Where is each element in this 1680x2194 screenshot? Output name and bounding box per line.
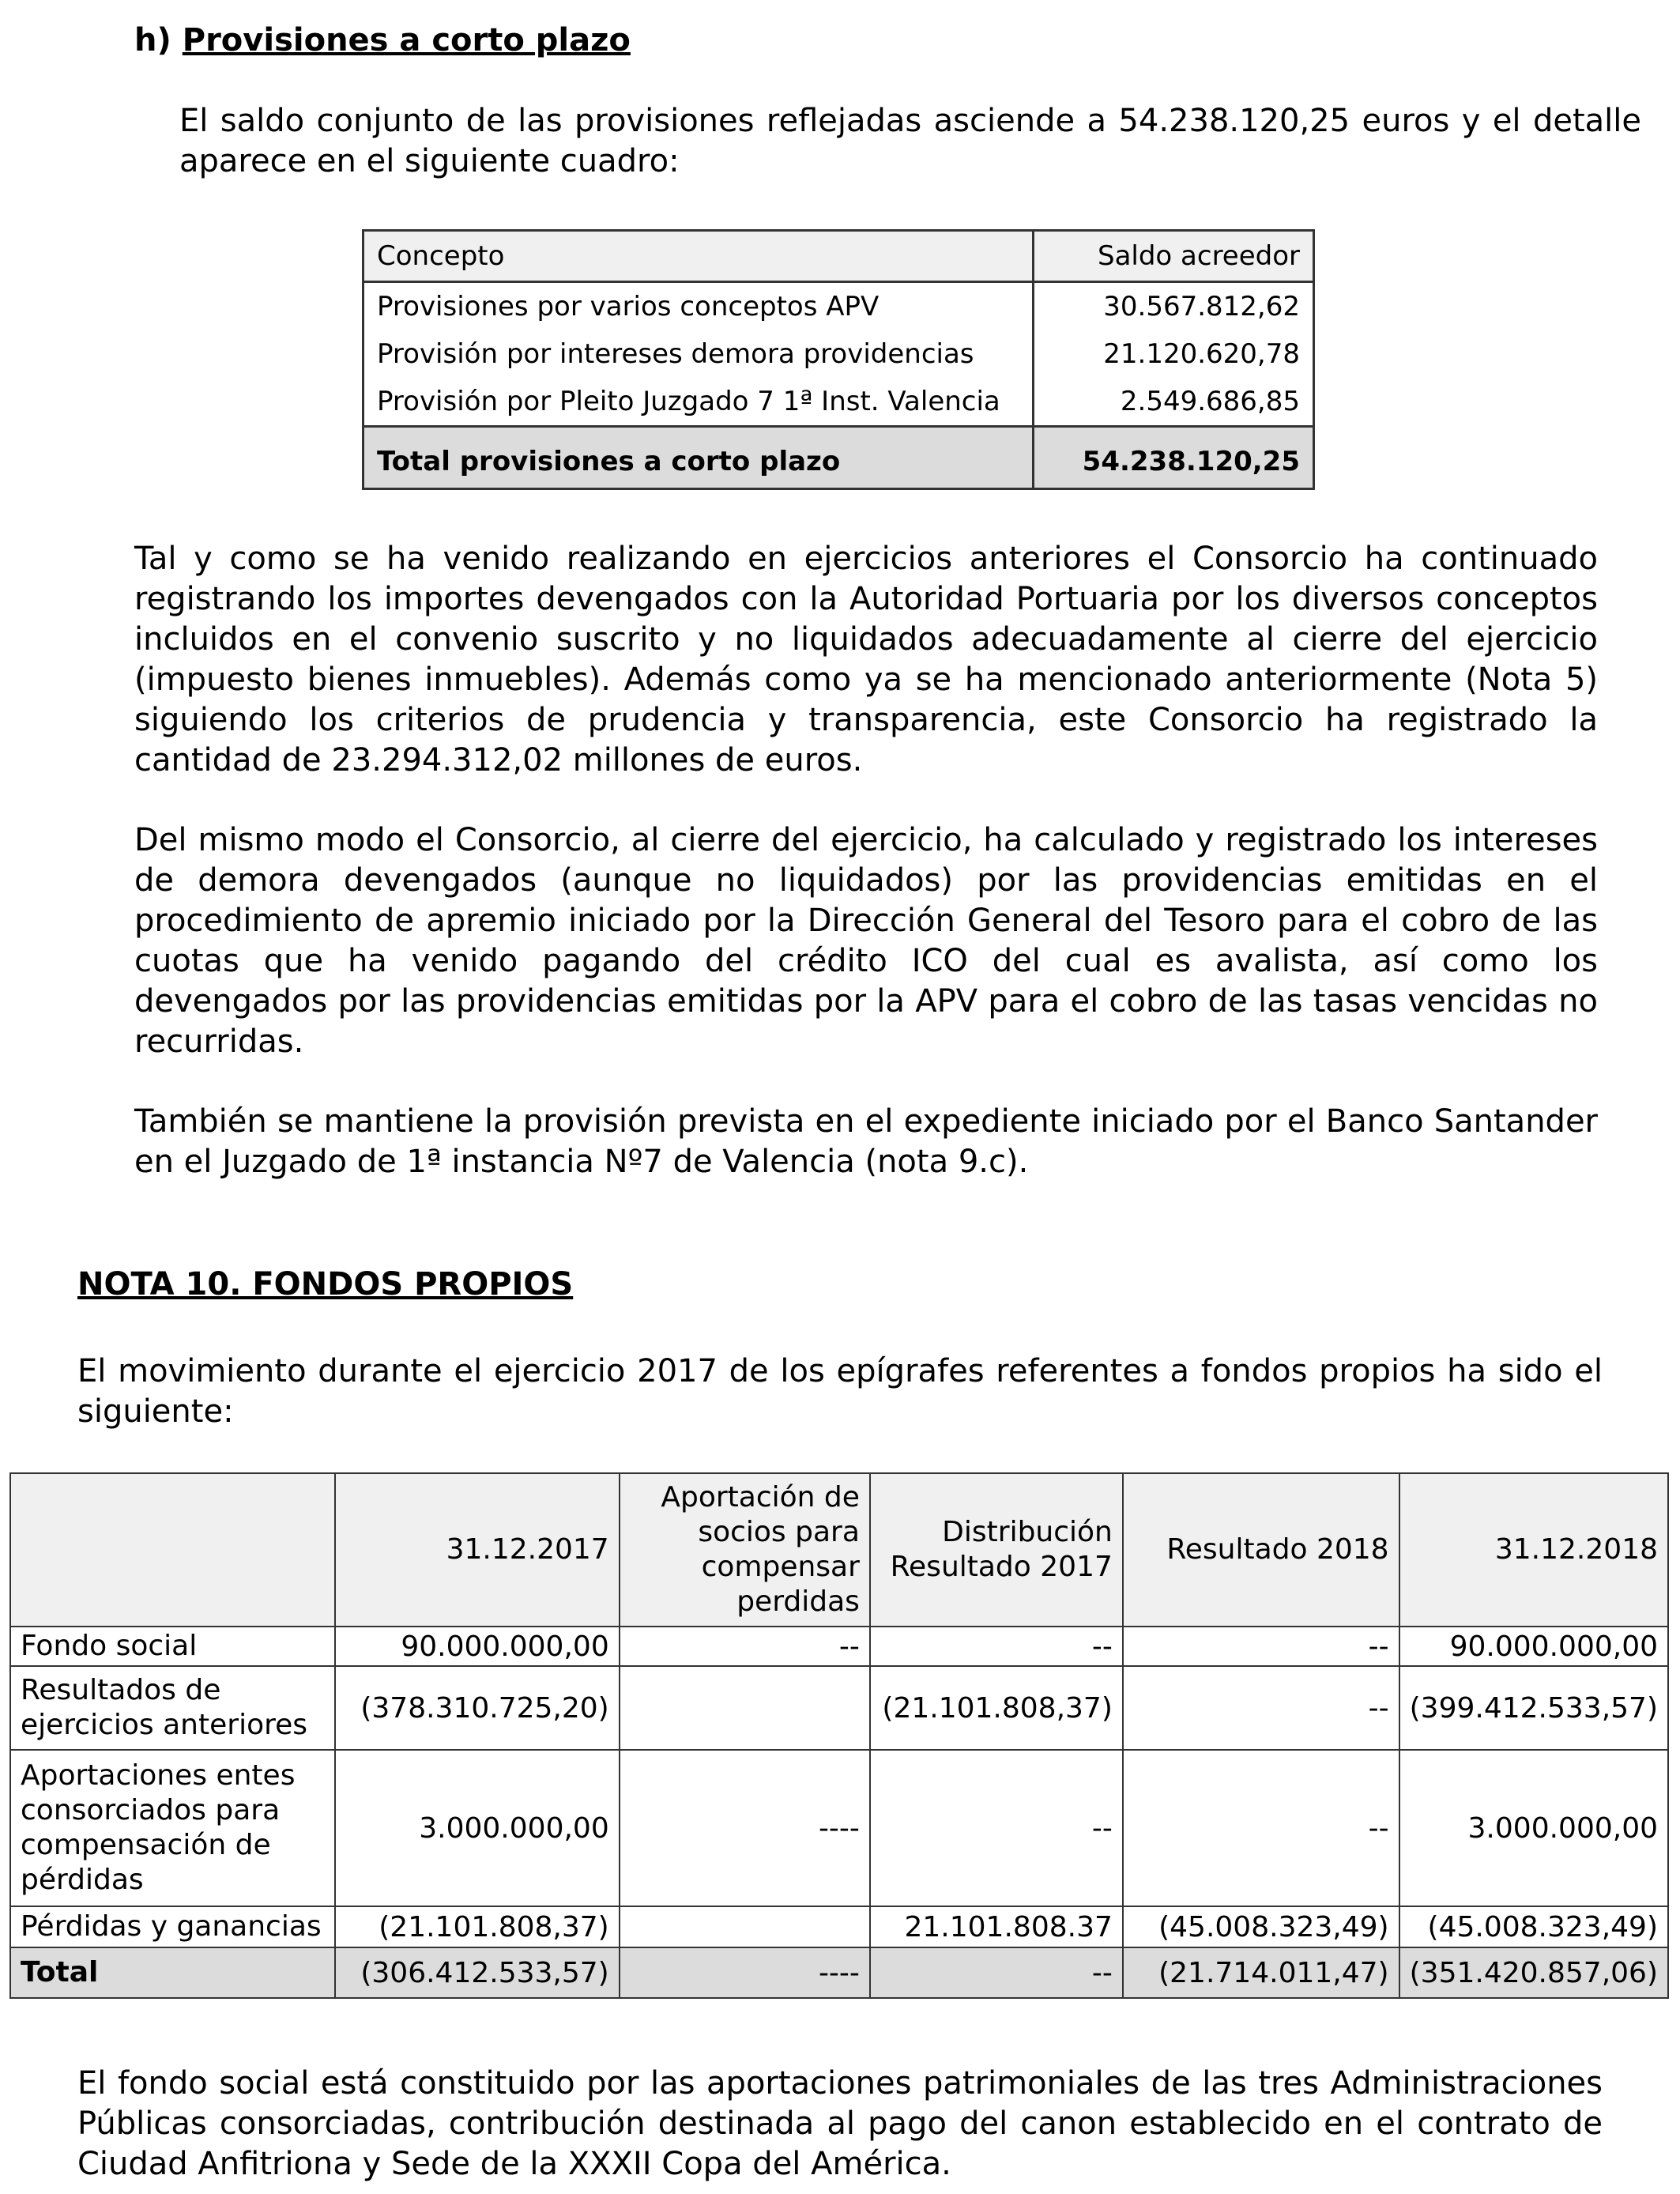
provision-amount: 21.120.620,78	[1034, 330, 1314, 378]
section-h-heading	[134, 22, 631, 58]
paragraph-intereses-demora: Del mismo modo el Consorcio, al cierre del ejercicio, ha calculado y registrado los intereses de demora devengados (aunque no liquidados) por las providencias emitidas en el procedimiento de apremio iniciado por la Dirección General del Tesoro para el cobro de las cuotas que ha venido pagando del crédito ICO del cual es avalista, así como los devengados por las providencias emitidas por la APV para el cobro de las tasas vencidas no recurridas.	[134, 822, 1598, 1060]
equity-cell: --	[1123, 1666, 1399, 1750]
equity-header-cell	[10, 1473, 335, 1627]
provisions-header-concept: Concepto	[363, 231, 1034, 282]
nota10-intro: El movimiento durante el ejercicio 2017 de los epígrafes referentes a fondos propios ha sido el siguiente:	[77, 1353, 1603, 1430]
equity-cell: 21.101.808.37	[870, 1906, 1123, 1947]
table-row	[363, 378, 1314, 427]
equity-cell: 3.000.000,00	[335, 1750, 620, 1906]
equity-total-cell: --	[870, 1947, 1123, 1998]
equity-row-label: Aportaciones entes consorciados para compensación de pérdidas	[10, 1750, 335, 1906]
provisions-table	[362, 229, 1315, 490]
equity-cell: --	[620, 1627, 870, 1666]
equity-header-cell: Resultado 2018	[1123, 1473, 1399, 1627]
equity-total-label: Total	[10, 1947, 335, 1998]
provisions-total-amount: 54.238.120,25	[1034, 427, 1314, 489]
equity-total-cell: (306.412.533,57)	[335, 1947, 620, 1998]
equity-cell: (399.412.533,57)	[1399, 1666, 1668, 1750]
paragraph-fondo-social: El fondo social está constituido por las aportaciones patrimoniales de las tres Administraciones Públicas consorciadas, contribución destinada al pago del canon establecido en el contrato de Ciudad Anfitriona y Sede de la XXXII Copa del América.	[77, 2065, 1603, 2182]
equity-header-cell: Aportación de socios para compensar perdidas	[620, 1473, 870, 1627]
equity-cell: 90.000.000,00	[335, 1627, 620, 1666]
equity-table	[9, 1472, 1669, 1999]
section-h-marker: h)	[134, 22, 171, 58]
equity-cell	[620, 1666, 870, 1750]
equity-cell: --	[870, 1627, 1123, 1666]
equity-header-cell: Distribución Resultado 2017	[870, 1473, 1123, 1627]
equity-header-cell: 31.12.2017	[335, 1473, 620, 1627]
equity-row-label: Fondo social	[10, 1627, 335, 1666]
equity-cell: 3.000.000,00	[1399, 1750, 1668, 1906]
equity-total-cell: (351.420.857,06)	[1399, 1947, 1668, 1998]
provision-amount: 30.567.812,62	[1034, 282, 1314, 331]
provisions-total-row	[363, 427, 1314, 489]
provision-amount: 2.549.686,85	[1034, 378, 1314, 427]
table-row	[10, 1906, 1668, 1947]
provisions-header-amount: Saldo acreedor	[1034, 231, 1314, 282]
provision-concept: Provisiones por varios conceptos APV	[363, 282, 1034, 331]
equity-cell: (45.008.323,49)	[1399, 1906, 1668, 1947]
table-row	[10, 1627, 1668, 1666]
equity-cell: 90.000.000,00	[1399, 1627, 1668, 1666]
equity-cell: (45.008.323,49)	[1123, 1906, 1399, 1947]
equity-cell: --	[870, 1750, 1123, 1906]
equity-row-label: Resultados de ejercicios anteriores	[10, 1666, 335, 1750]
equity-cell: (21.101.808,37)	[870, 1666, 1123, 1750]
section-h-title: Provisiones a corto plazo	[182, 22, 631, 58]
table-row	[10, 1750, 1668, 1906]
provision-concept: Provisión por intereses demora providencias	[363, 330, 1034, 378]
equity-header-row	[10, 1473, 1668, 1627]
equity-total-cell: ----	[620, 1947, 870, 1998]
table-row	[363, 282, 1314, 331]
equity-row-label: Pérdidas y ganancias	[10, 1906, 335, 1947]
equity-cell: --	[1123, 1750, 1399, 1906]
nota10-heading: NOTA 10. FONDOS PROPIOS	[77, 1266, 574, 1302]
equity-cell: (21.101.808,37)	[335, 1906, 620, 1947]
equity-header-cell: 31.12.2018	[1399, 1473, 1668, 1627]
equity-total-row	[10, 1947, 1668, 1998]
equity-cell: (378.310.725,20)	[335, 1666, 620, 1750]
equity-cell: --	[1123, 1627, 1399, 1666]
provisions-header-row	[363, 231, 1314, 282]
table-row	[363, 330, 1314, 378]
equity-total-cell: (21.714.011,47)	[1123, 1947, 1399, 1998]
paragraph-provision-prevista: También se mantiene la provisión prevista en el expediente iniciado por el Banco Santander en el Juzgado de 1ª instancia Nº7 de Valencia (nota 9.c).	[134, 1103, 1598, 1180]
provisions-intro: El saldo conjunto de las provisiones reflejadas asciende a 54.238.120,25 euros y el detalle aparece en el siguiente cuadro:	[179, 103, 1641, 179]
equity-cell	[620, 1906, 870, 1947]
provision-concept: Provisión por Pleito Juzgado 7 1ª Inst. Valencia	[363, 378, 1034, 427]
paragraph-consorcio-registro: Tal y como se ha venido realizando en ejercicios anteriores el Consorcio ha continuado registrando los importes devengados con la Autoridad Portuaria por los diversos conceptos incluidos en el convenio suscrito y no liquidados adecuadamente al cierre del ejercicio (impuesto bienes inmuebles). Además como ya se ha mencionado anteriormente (Nota 5) siguiendo los criterios de prudencia y transparencia, este Consorcio ha registrado la cantidad de 23.294.312,02 millones de euros.	[134, 541, 1598, 778]
provisions-total-label: Total provisiones a corto plazo	[363, 427, 1034, 489]
equity-cell: ----	[620, 1750, 870, 1906]
table-row	[10, 1666, 1668, 1750]
